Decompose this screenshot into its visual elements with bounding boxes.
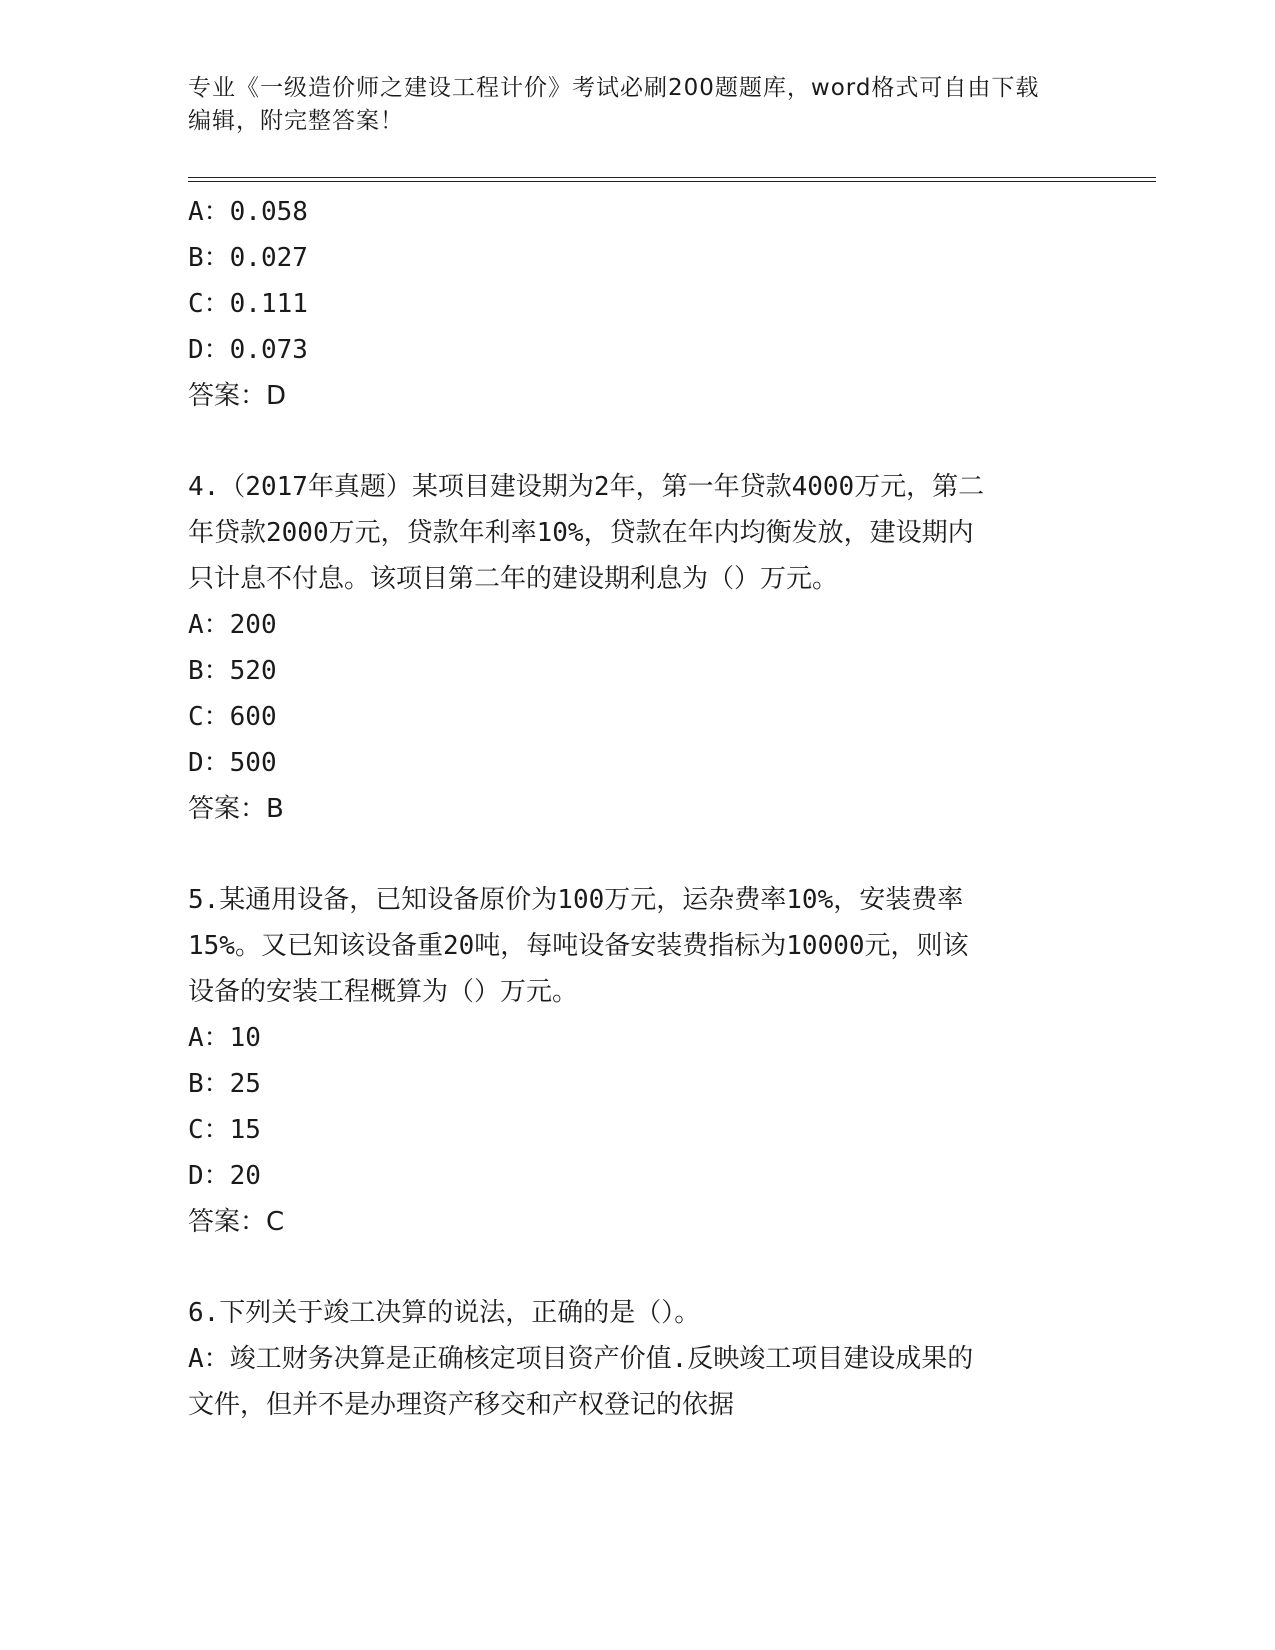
answer-line: 答案：D: [188, 381, 287, 411]
option-c: C：600: [188, 702, 277, 732]
header-line-2: 编辑，附完整答案！: [188, 108, 404, 134]
option-b: B：520: [188, 656, 277, 686]
option-d: D：20: [188, 1161, 261, 1191]
question-text-line: 6.下列关于竣工决算的说法，正确的是（）。: [188, 1298, 701, 1328]
option-b: B：25: [188, 1069, 261, 1099]
header-divider-top: [188, 177, 1156, 178]
option-a: A：0.058: [188, 197, 308, 227]
header-divider-bottom: [188, 181, 1156, 182]
option-a: A：10: [188, 1023, 261, 1053]
answer-line: 答案：C: [188, 1207, 285, 1237]
question-text-line: 只计息不付息。该项目第二年的建设期利息为（）万元。: [188, 564, 839, 594]
question-text-line: 15%。又已知该设备重20吨，每吨设备安装费指标为10000元，则该: [188, 931, 969, 961]
option-a-line-2: 文件，但并不是办理资产移交和产权登记的依据: [188, 1390, 735, 1420]
question-text-line: 设备的安装工程概算为（）万元。: [188, 977, 579, 1007]
option-d: D：500: [188, 748, 277, 778]
option-b: B：0.027: [188, 243, 308, 273]
question-6: [188, 1290, 1088, 1428]
question-3-continued: [188, 189, 1088, 419]
option-a: A：200: [188, 610, 277, 640]
option-a-line-1: A：竣工财务决算是正确核定项目资产价值.反映竣工项目建设成果的: [188, 1344, 974, 1374]
option-c: C：15: [188, 1115, 261, 1145]
question-list: [188, 189, 1088, 1428]
header-line-1: 专业《一级造价师之建设工程计价》考试必刷200题题库，word格式可自由下载: [188, 75, 1040, 101]
option-d: D：0.073: [188, 335, 308, 365]
question-text-line: 4.（2017年真题）某项目建设期为2年，第一年贷款4000万元，第二: [188, 472, 985, 502]
answer-line: 答案：B: [188, 794, 284, 824]
question-text-line: 年贷款2000万元，贷款年利率10%，贷款在年内均衡发放，建设期内: [188, 518, 974, 548]
document-header: [188, 72, 1088, 138]
question-5: [188, 877, 1088, 1245]
question-text-line: 5.某通用设备，已知设备原价为100万元，运杂费率10%，安装费率: [188, 885, 964, 915]
question-4: [188, 464, 1088, 832]
option-c: C：0.111: [188, 289, 308, 319]
